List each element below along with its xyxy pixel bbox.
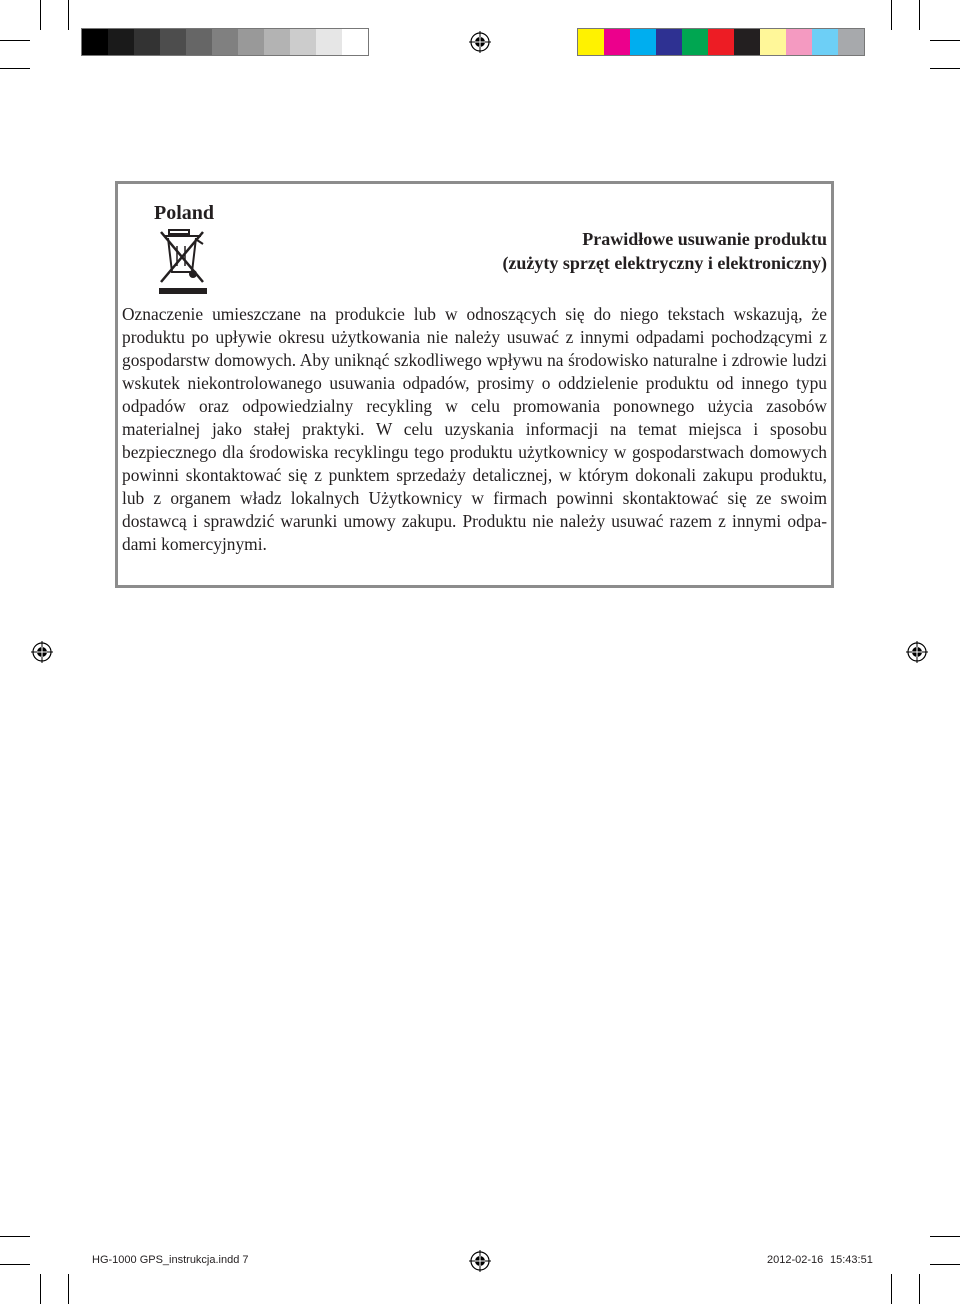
color-swatch: [786, 29, 812, 55]
registration-mark-icon: [469, 31, 491, 53]
notice-title-line-1: Prawidłowe usuwanie produktu: [582, 229, 827, 249]
color-swatch: [342, 29, 368, 55]
crop-mark: [40, 1274, 41, 1304]
color-swatch: [108, 29, 134, 55]
color-swatch: [708, 29, 734, 55]
crop-mark: [0, 68, 30, 69]
color-swatch: [186, 29, 212, 55]
crop-mark: [0, 1264, 30, 1265]
color-swatch: [734, 29, 760, 55]
color-swatch: [838, 29, 864, 55]
crop-mark: [930, 68, 960, 69]
crop-mark: [891, 0, 892, 30]
crop-mark: [40, 0, 41, 30]
color-swatch: [760, 29, 786, 55]
color-swatch: [160, 29, 186, 55]
notice-title: [502, 227, 827, 275]
footer-date: 2012-02-16: [767, 1254, 824, 1266]
registration-mark-icon: [906, 641, 928, 663]
registration-mark-icon: [469, 1250, 491, 1272]
crop-mark: [68, 1274, 69, 1304]
registration-mark-icon: [31, 641, 53, 663]
crop-mark: [919, 1274, 920, 1304]
country-heading: Poland: [154, 202, 215, 224]
color-swatch: [134, 29, 160, 55]
footer-time: 15:43:51: [830, 1254, 873, 1266]
process-color-bar: [577, 28, 865, 56]
color-swatch: [630, 29, 656, 55]
color-swatch: [264, 29, 290, 55]
notice-body-text: Oznaczenie umieszczane na produkcie lub w odnoszących się do niego tekstach wskazują, że produktu po upływie okresu użytkowania nie należy usuwać z innymi odpadami pochodzącymi z gospodarstw domowych. Aby uniknąć szkodliwego wpływu na środowisko naturalne i zdrowie ludzi wskutek niekontrolowanego usuwania odpadów, prosimy o oddzielenie produktu od innego typu odpadów oraz odpowiedzialny recykling w celu promowania ponownego użycia zasobów materialnej jako stałej praktyki. W celu uzyskania informacji na temat miejsca i sposobu bezpiecznego dla środowiska recyklingu tego produktu użytkownicy w gospodarstwach domowych powinni skontaktować się z punktem sprzedaży detalicznej, w którym dokonali zakupu produktu, lub z organem władz lokalnych Użytkownicy w firmach powinni skontaktować się ze swoim dostawcą i sprawdzić warunki umowy zakupu. Produktu nie należy usuwać razem z innymi odpadami komercyjnymi.: [122, 304, 827, 554]
crop-mark: [68, 0, 69, 30]
color-swatch: [238, 29, 264, 55]
grayscale-color-bar: [81, 28, 369, 56]
crop-mark: [891, 1274, 892, 1304]
crop-mark: [919, 0, 920, 30]
color-swatch: [578, 29, 604, 55]
color-swatch: [82, 29, 108, 55]
crop-mark: [930, 1264, 960, 1265]
color-swatch: [682, 29, 708, 55]
crop-mark: [0, 1236, 30, 1237]
color-swatch: [290, 29, 316, 55]
notice-title-line-2: (zużyty sprzęt elektryczny i elektroniczny): [502, 253, 827, 273]
crop-mark: [930, 40, 960, 41]
color-swatch: [656, 29, 682, 55]
color-swatch: [316, 29, 342, 55]
color-swatch: [604, 29, 630, 55]
crop-mark: [0, 40, 30, 41]
color-swatch: [212, 29, 238, 55]
footer-file-name: HG-1000 GPS_instrukcja.indd 7: [92, 1254, 249, 1266]
crop-mark: [930, 1236, 960, 1237]
color-swatch: [812, 29, 838, 55]
crossed-out-wheelie-bin-icon: [155, 226, 211, 296]
